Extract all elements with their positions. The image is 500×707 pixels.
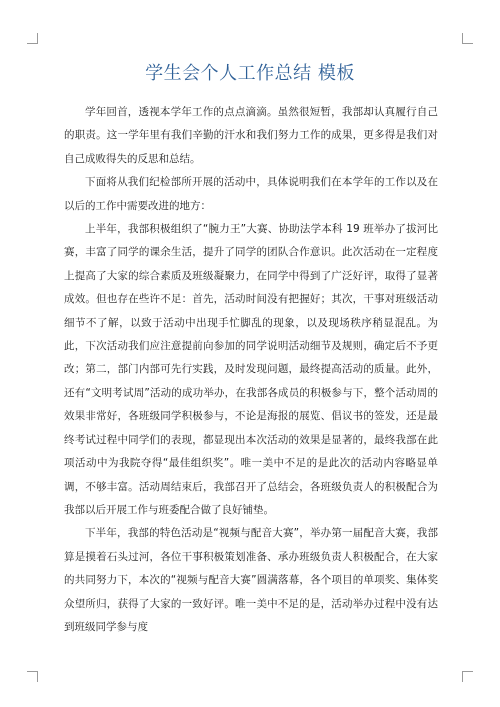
paragraph-overview: 下面将从我们纪检部所开展的活动中，具体说明我们在本学年的工作以及在以后的工作中需要改进的地方： [64,176,438,212]
document-body [64,101,438,639]
crop-mark-bottom-left [27,671,38,682]
crop-mark-top-left [27,33,38,44]
document-title: 学生会个人工作总结 模板 [145,63,355,84]
crop-mark-bottom-right [462,671,473,682]
paragraph-intro: 学年回首，透视本学年工作的点点滴滴。虽然很短暂，我部却认真履行自己的职责。这一学年里有我们辛勤的汗水和我们努力工作的成果，更多得是我们对自己成败得失的反思和总结。 [64,106,438,165]
paragraph-first-half: 上半年，我部积极组织了“腕力王”大赛、协助法学本科 19 班举办了拔河比赛，丰富了同学的课余生活，提升了同学的团队合作意识。此次活动在一定程度上提高了大家的综合素质及班级凝聚力，在同学中得到了广泛好评，取得了显著成效。但也存在些许不足：首先，活动时间没有把握好；其次，干事对班级活动细节不了解，以致于活动中出现手忙脚乱的现象，以及现场秩序稍显混乱。为此，下次活动我们应注意提前向参加的同学说明活动细节及规则，确定后不予更改；第二，部门内部可先行实践，及时发现问题，最终提高活动的质量。此外，还有“文明考试周”活动的成功举办，在我部各成员的积极参与下，整个活动周的效果非常好，各班级同学积极参与，不论是海报的展览、倡议书的签发，还是最终考试过程中同学们的表现，都显现出本次活动的效果是显著的，最终我部在此项活动中为我院夺得“最佳组织奖”。唯一美中不足的是此次的活动内容略显单调，不够丰富。活动周结束后，我部召开了总结会，各班级负责人的积极配合为我部以后开展工作与班委配合做了良好铺垫。 [64,223,438,516]
crop-mark-top-right [462,33,473,44]
paragraph-second-half: 下半年，我部的特色活动是“视频与配音大赛”，举办第一届配音大赛，我部算是摸着石头过河，各位干事积极策划准备、承办班级负责人积极配合，在大家的共同努力下，本次的“视频与配音大赛”圆满落幕，各个项目的单项奖、集体奖众望所归，获得了大家的一致好评。唯一美中不足的是，活动举办过程中没有达到班级同学参与度 [64,527,438,633]
